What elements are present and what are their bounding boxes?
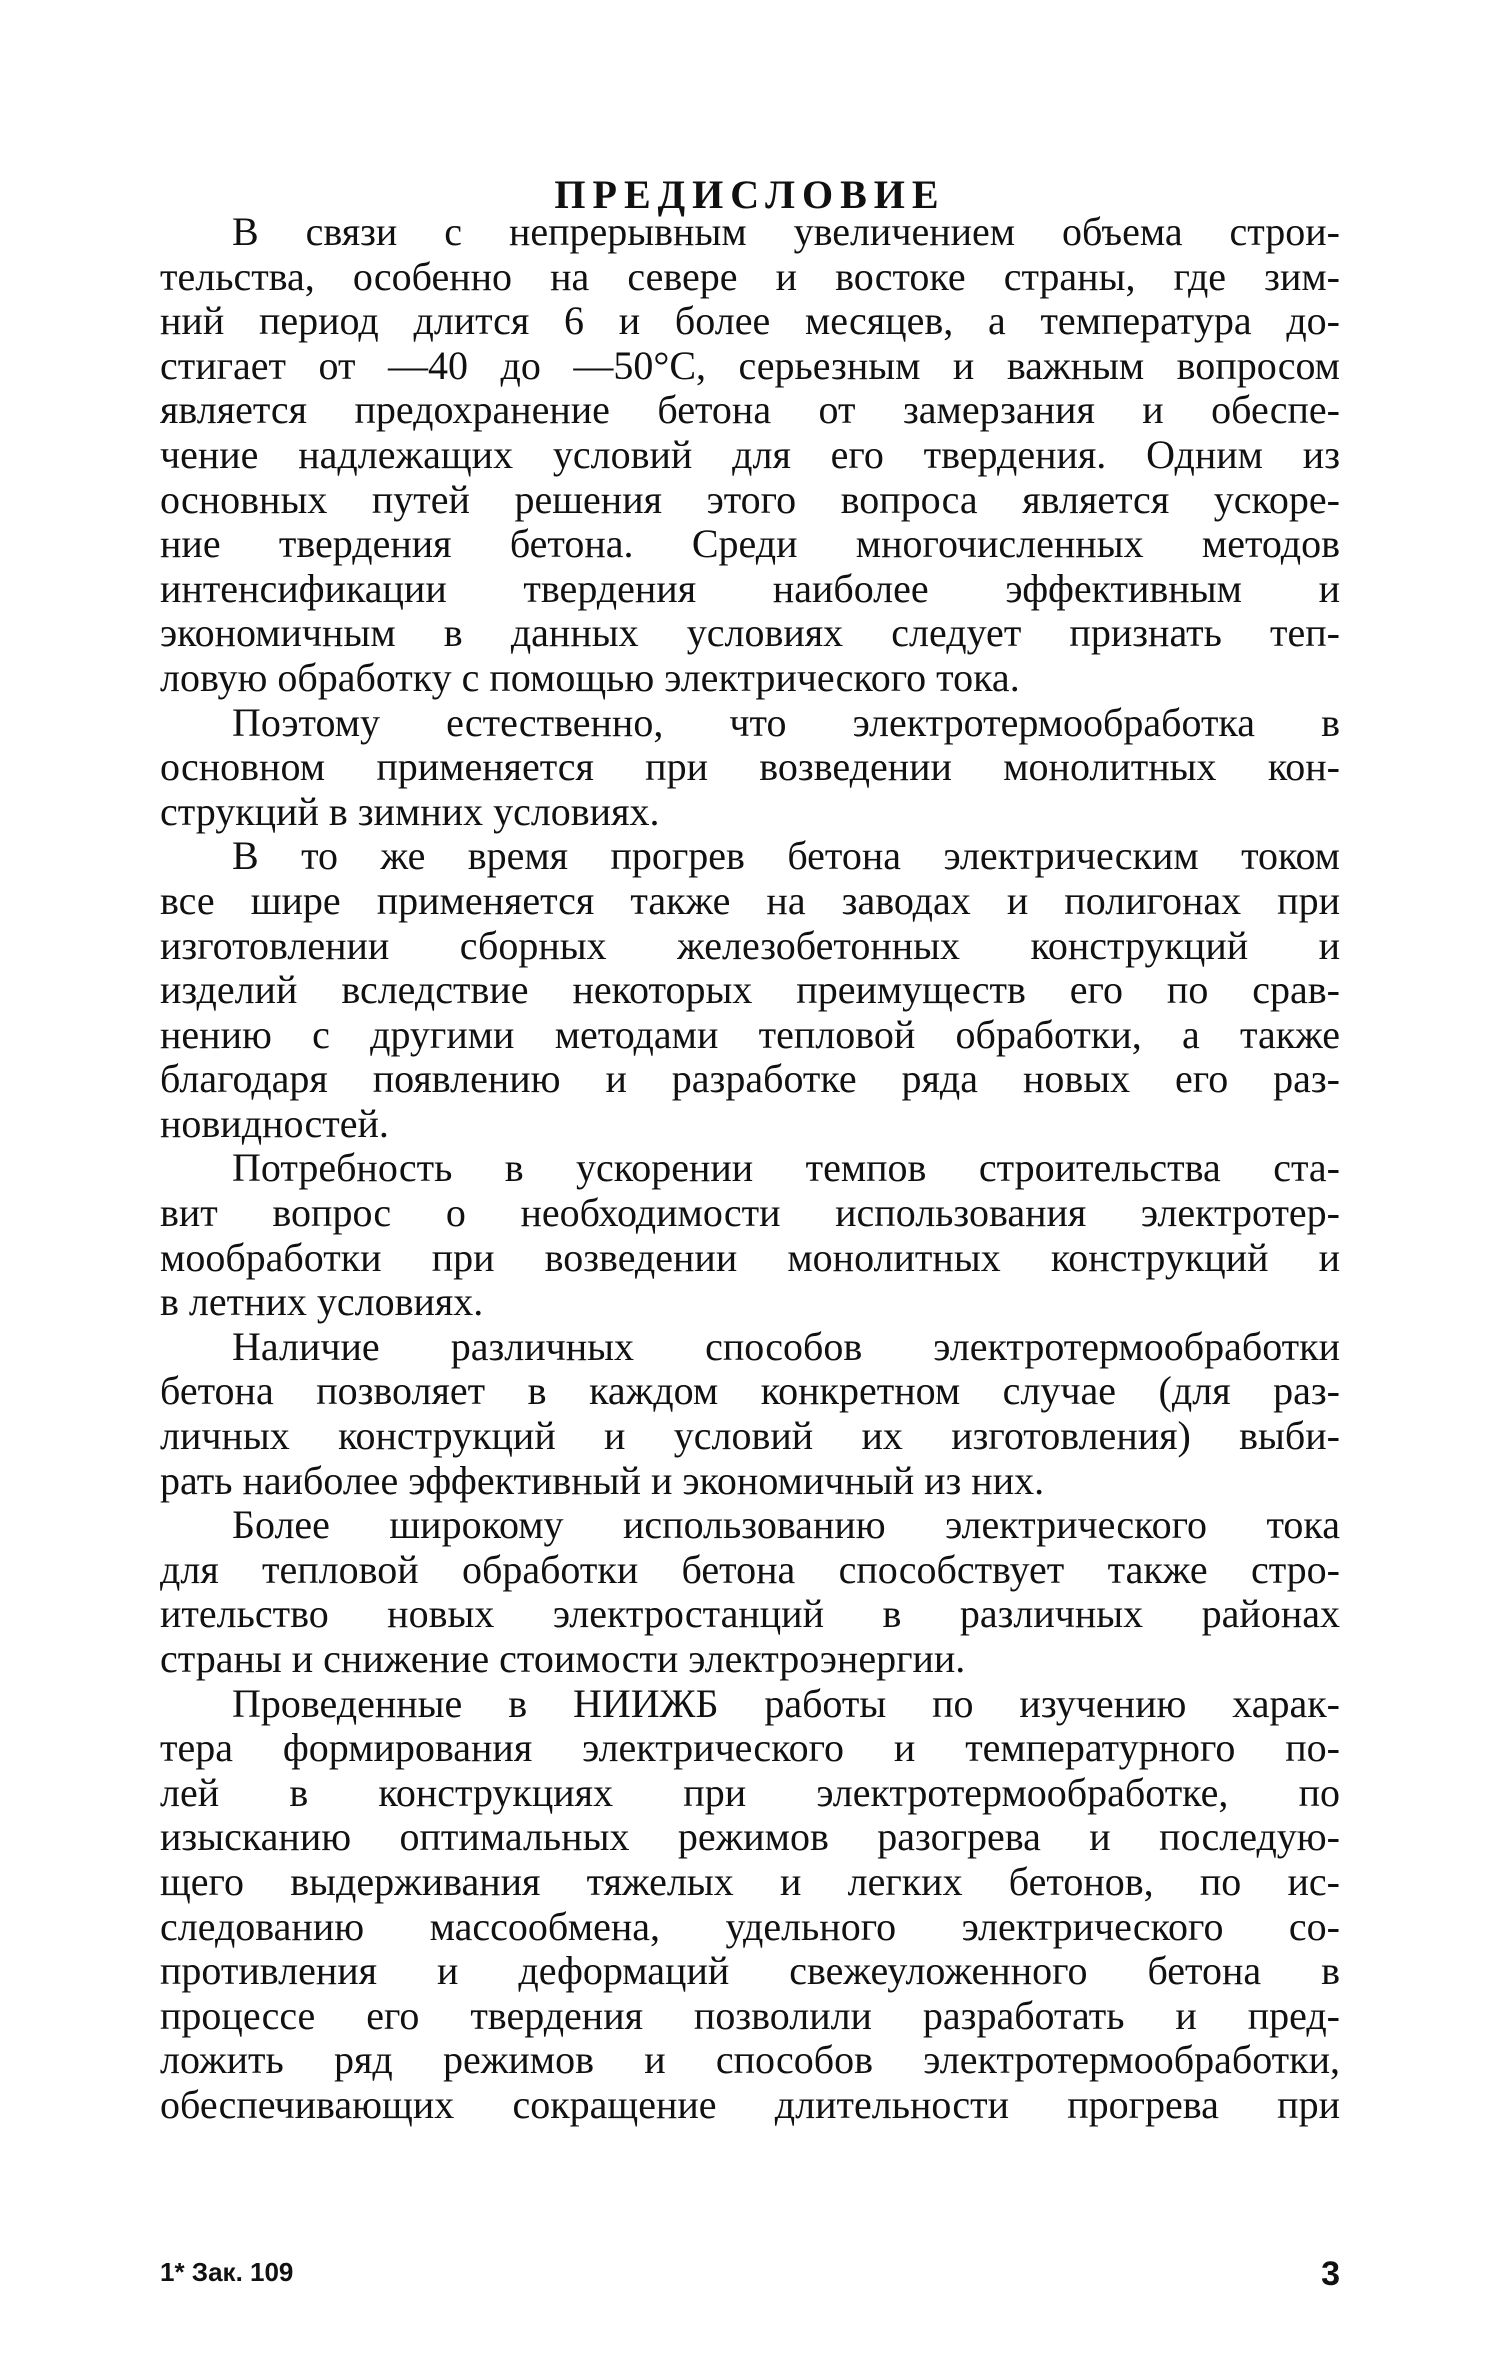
text-line: мообработки при возведении монолитных конструкций и xyxy=(160,1234,1340,1280)
text-line: изготовлении сборных железобетонных конструкций и xyxy=(160,922,1340,968)
text-line: тельства, особенно на севере и востоке страны, где зим- xyxy=(160,253,1340,299)
paragraph xyxy=(160,1682,1340,2128)
text-line: В связи с непрерывным увеличением объема строи- xyxy=(232,209,1340,254)
text-line: ложить ряд режимов и способов электротермообработки, xyxy=(160,2037,1340,2083)
text-line: экономичным в данных условиях следует признать теп- xyxy=(160,610,1340,656)
text-line: Более широкому использованию электрического тока xyxy=(232,1502,1340,1548)
text-line: ловую обработку с помощью электрического тока. xyxy=(160,654,1020,700)
text-line: все шире применяется также на заводах и полигонах при xyxy=(160,877,1340,923)
page-title: ПРЕДИСЛОВИЕ xyxy=(554,171,946,217)
text-line: основном применяется при возведении монолитных кон- xyxy=(160,744,1340,790)
preface-text xyxy=(160,210,1340,2128)
text-line: нению с другими методами тепловой обработки, а также xyxy=(160,1011,1340,1057)
text-line: Потребность в ускорении темпов строительства ста- xyxy=(232,1145,1340,1191)
text-line: для тепловой обработки бетона способствует также стро- xyxy=(160,1546,1340,1592)
text-line: следованию массообмена, удельного электрического со- xyxy=(160,1903,1340,1949)
paragraph xyxy=(160,834,1340,1146)
text-line: Наличие различных способов электротермообработки xyxy=(232,1323,1340,1369)
text-line: личных конструкций и условий их изготовления) выби- xyxy=(160,1413,1340,1459)
text-line: чение надлежащих условий для его твердения. Одним из xyxy=(160,431,1340,477)
text-line: ние твердения бетона. Среди многочисленных методов xyxy=(160,521,1340,567)
text-line: обеспечивающих сокращение длительности прогрева при xyxy=(160,2081,1340,2127)
paragraph xyxy=(160,1503,1340,1681)
text-line: страны и снижение стоимости электроэнергии. xyxy=(160,1636,966,1681)
text-line: струкций в зимних условиях. xyxy=(160,788,660,834)
text-line: рать наиболее эффективный и экономичный из них. xyxy=(160,1457,1045,1503)
text-line: является предохранение бетона от замерзания и обеспе- xyxy=(160,387,1340,433)
text-line: вит вопрос о необходимости использования электротер- xyxy=(160,1190,1340,1236)
text-line: благодаря появлению и разработке ряда новых его раз- xyxy=(160,1056,1340,1102)
page-footer xyxy=(160,2252,1340,2302)
text-line: новидностей. xyxy=(160,1100,389,1146)
text-line: В то же время прогрев бетона электрическим током xyxy=(232,833,1340,879)
text-line: Проведенные в НИИЖБ работы по изучению харак- xyxy=(232,1680,1340,1726)
text-line: ний период длится 6 и более месяцев, а температура до- xyxy=(160,298,1340,344)
text-line: ительство новых электростанций в различных районах xyxy=(160,1591,1340,1637)
paragraph xyxy=(160,701,1340,835)
text-line: основных путей решения этого вопроса является ускоре- xyxy=(160,476,1340,522)
text-line: в летних условиях. xyxy=(160,1279,484,1325)
text-line: изделий вследствие некоторых преимуществ его по срав- xyxy=(160,967,1340,1013)
text-line: тера формирования электрического и температурного по- xyxy=(160,1725,1340,1771)
paragraph xyxy=(160,1325,1340,1503)
text-line: Поэтому естественно, что электротермообработка в xyxy=(232,699,1340,745)
text-line: бетона позволяет в каждом конкретном случае (для раз- xyxy=(160,1368,1340,1414)
text-line: стигает от —40 до —50°С, серьезным и важным вопросом xyxy=(160,342,1340,388)
paragraph xyxy=(160,210,1340,701)
text-line: щего выдерживания тяжелых и легких бетонов, по ис- xyxy=(160,1858,1340,1904)
printer-signature: 1* Зак. 109 xyxy=(160,2257,294,2287)
text-line: противления и деформаций свежеуложенного бетона в xyxy=(160,1948,1340,1994)
page-number: 3 xyxy=(1321,2255,1340,2293)
text-line: процессе его твердения позволили разработать и пред- xyxy=(160,1992,1340,2038)
text-line: изысканию оптимальных режимов разогрева и последую- xyxy=(160,1814,1340,1860)
text-line: интенсификации твердения наиболее эффективным и xyxy=(160,565,1340,611)
text-line: лей в конструкциях при электротермообработке, по xyxy=(160,1769,1340,1815)
paragraph xyxy=(160,1146,1340,1324)
